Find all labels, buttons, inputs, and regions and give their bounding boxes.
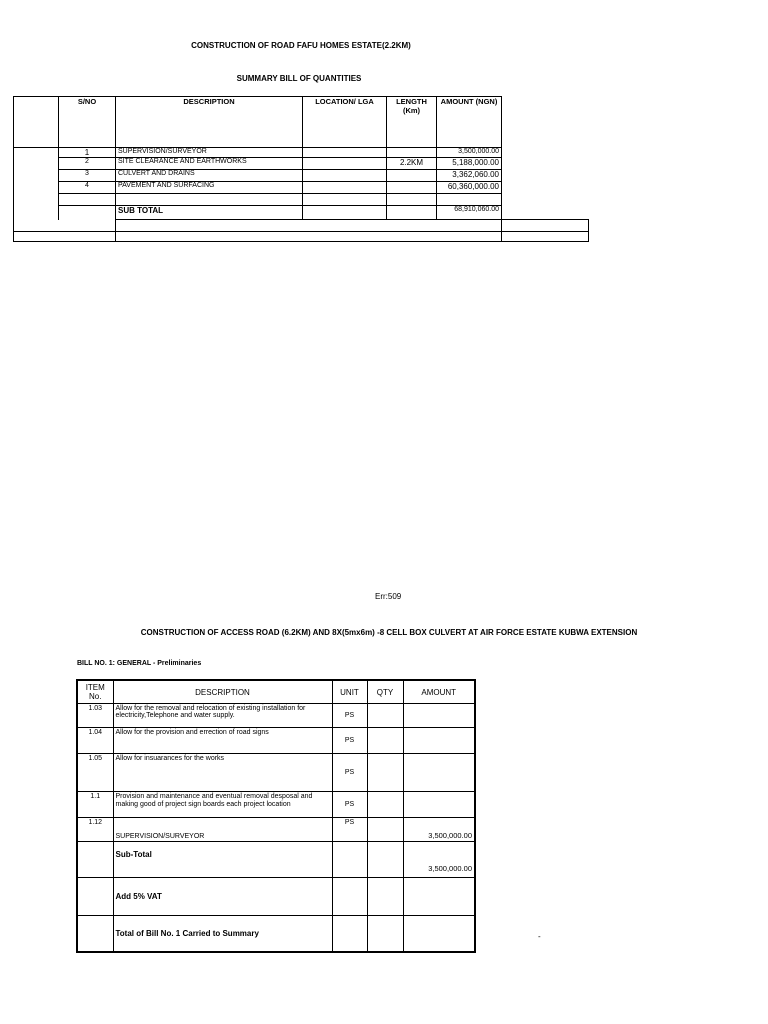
item-unit: PS <box>332 728 367 754</box>
item-unit: PS <box>332 792 367 818</box>
summary-table <box>13 96 589 242</box>
item-no: 1.03 <box>77 704 113 728</box>
row-description: PAVEMENT AND SURFACING <box>116 182 303 194</box>
item-description: Allow for the removal and relocation of existing installation for electricity,Telephone and water supply. <box>113 704 332 728</box>
error-text: Err:509 <box>375 592 402 601</box>
table-row <box>14 148 589 158</box>
table-row <box>14 182 589 194</box>
item-no: 1.12 <box>77 818 113 842</box>
item-description: Provision and maintenance and eventual removal desposal and making good of project sign boards each project location <box>113 792 332 818</box>
row-amount: 3,362,060.00 <box>437 170 502 182</box>
table-row <box>77 818 475 842</box>
header-sno: S/NO <box>59 97 116 148</box>
row-description: SITE CLEARANCE AND EARTHWORKS <box>116 158 303 170</box>
row-length: 2.2KM <box>387 158 437 170</box>
header-item: ITEM No. <box>77 680 113 704</box>
header-location: LOCATION/ LGA <box>303 97 387 148</box>
row-sno: 4 <box>59 182 116 194</box>
header-unit: UNIT <box>332 680 367 704</box>
item-unit: PS <box>332 704 367 728</box>
bill-title: CONSTRUCTION OF ACCESS ROAD (6.2KM) AND 8X(5mx6m) -8 CELL BOX CULVERT AT AIR FORCE ESTATE KUBWA EXTENSION <box>140 628 638 637</box>
item-no: 1.04 <box>77 728 113 754</box>
item-amount <box>403 792 475 818</box>
header-amount: AMOUNT (NGN) <box>437 97 502 148</box>
item-no: 1.05 <box>77 754 113 792</box>
header-qty: QTY <box>367 680 403 704</box>
row-amount: 60,360,000.00 <box>437 182 502 194</box>
vat-row <box>77 878 475 916</box>
item-amount: 3,500,000.00 <box>403 818 475 842</box>
row-length <box>387 148 437 158</box>
summary-title: CONSTRUCTION OF ROAD FAFU HOMES ESTATE(2.2KM) <box>191 41 411 50</box>
subtotal-row <box>77 842 475 878</box>
item-unit: PS <box>332 818 367 842</box>
subtotal-amount: 3,500,000.00 <box>403 842 475 878</box>
table-row <box>77 792 475 818</box>
subtotal-amount: 68,910,060.00 <box>437 206 502 220</box>
row-sno: 2 <box>59 158 116 170</box>
row-sno: 1 <box>59 148 116 158</box>
total-row <box>77 916 475 952</box>
row-sno: 3 <box>59 170 116 182</box>
vat-label: Add 5% VAT <box>113 878 332 916</box>
total-label: Total of Bill No. 1 Carried to Summary <box>113 916 332 952</box>
corner-cell <box>14 97 59 148</box>
table-row <box>14 170 589 182</box>
table-row <box>14 158 589 170</box>
subtotal-label: SUB TOTAL <box>116 206 303 220</box>
header-description: DESCRIPTION <box>116 97 303 148</box>
item-amount <box>403 754 475 792</box>
item-description: Allow for insuarances for the works <box>113 754 332 792</box>
item-amount <box>403 704 475 728</box>
item-unit: PS <box>332 754 367 792</box>
row-amount: 3,500,000.00 <box>437 148 502 158</box>
header-amount: AMOUNT <box>403 680 475 704</box>
item-description: SUPERVISION/SURVEYOR <box>113 818 332 842</box>
row-description: CULVERT AND DRAINS <box>116 170 303 182</box>
item-description: Allow for the provision and errection of road signs <box>113 728 332 754</box>
summary-subtitle: SUMMARY BILL OF QUANTITIES <box>236 74 362 83</box>
bill-label: BILL NO. 1: GENERAL - Preliminaries <box>77 660 202 667</box>
bill-header-row <box>77 680 475 704</box>
bill-table <box>76 679 476 953</box>
stray-mark: - <box>538 932 541 941</box>
header-description: DESCRIPTION <box>113 680 332 704</box>
item-no: 1.1 <box>77 792 113 818</box>
table-row <box>77 754 475 792</box>
table-row <box>77 704 475 728</box>
item-amount <box>403 728 475 754</box>
row-length <box>387 170 437 182</box>
row-amount: 5,188,000.00 <box>437 158 502 170</box>
header-length: LENGTH (Km) <box>387 97 437 148</box>
row-length <box>387 182 437 194</box>
row-description: SUPERVISION/SURVEYOR <box>116 148 303 158</box>
subtotal-label: Sub-Total <box>113 842 332 878</box>
table-row <box>77 728 475 754</box>
